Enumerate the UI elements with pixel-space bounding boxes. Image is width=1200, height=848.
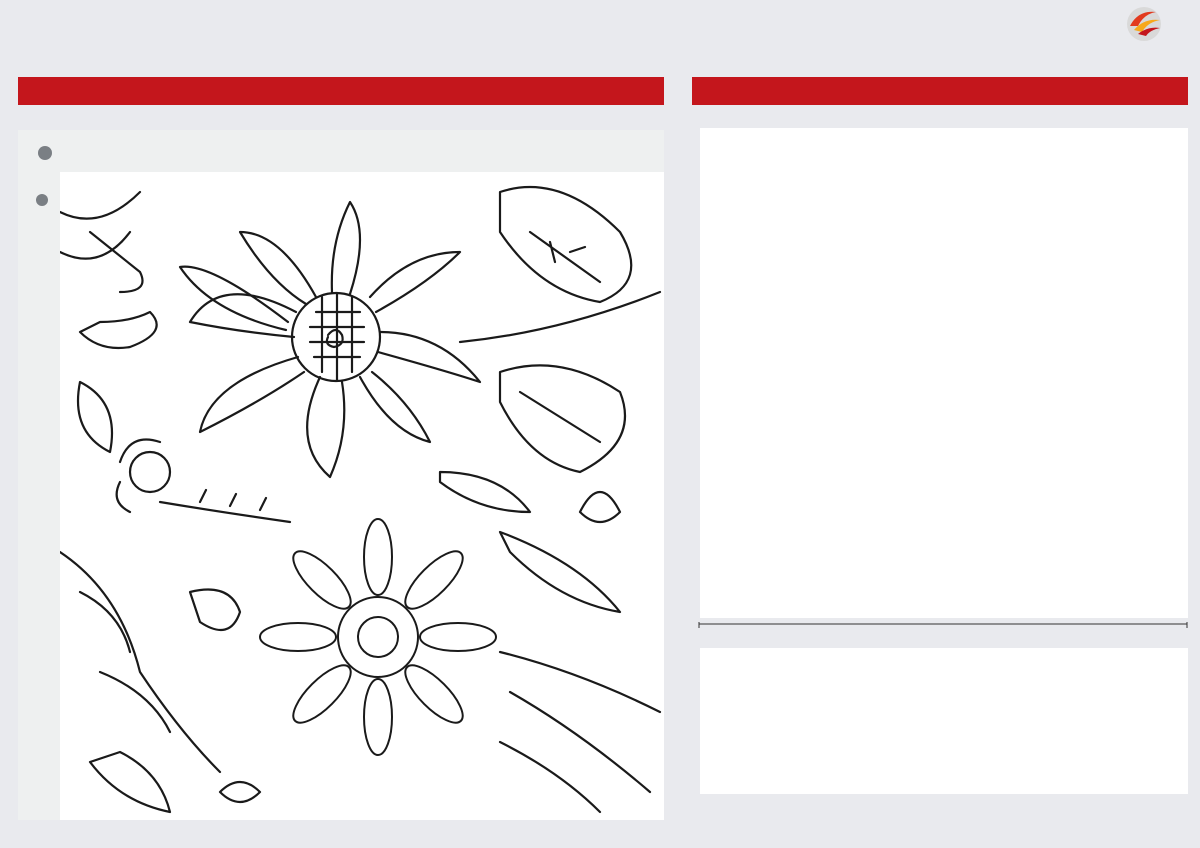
ruler-pin-icon	[38, 146, 52, 160]
sunflower-drawing	[180, 202, 480, 477]
peripan-logo	[1098, 4, 1190, 74]
ruler-pin-icon	[36, 194, 48, 206]
leaf-drawings	[60, 187, 660, 812]
left-ruler	[18, 130, 60, 820]
top-ruler	[18, 130, 664, 172]
logo-swirl-icon	[1098, 4, 1190, 48]
repeat-pattern-preview	[700, 128, 1188, 618]
left-ruler-ticks	[18, 130, 60, 820]
daisy-drawing	[260, 519, 496, 755]
repeat-preview-panel	[700, 128, 1188, 618]
real-size-panel	[18, 130, 664, 820]
top-ruler-ticks	[18, 130, 664, 172]
section-bar-tamanho-real	[18, 77, 664, 105]
floral-pattern-artwork	[60, 172, 664, 820]
fabric-width-measure-line	[698, 622, 1188, 636]
product-info-box	[700, 648, 1188, 794]
section-bar-repeticao	[692, 77, 1188, 105]
